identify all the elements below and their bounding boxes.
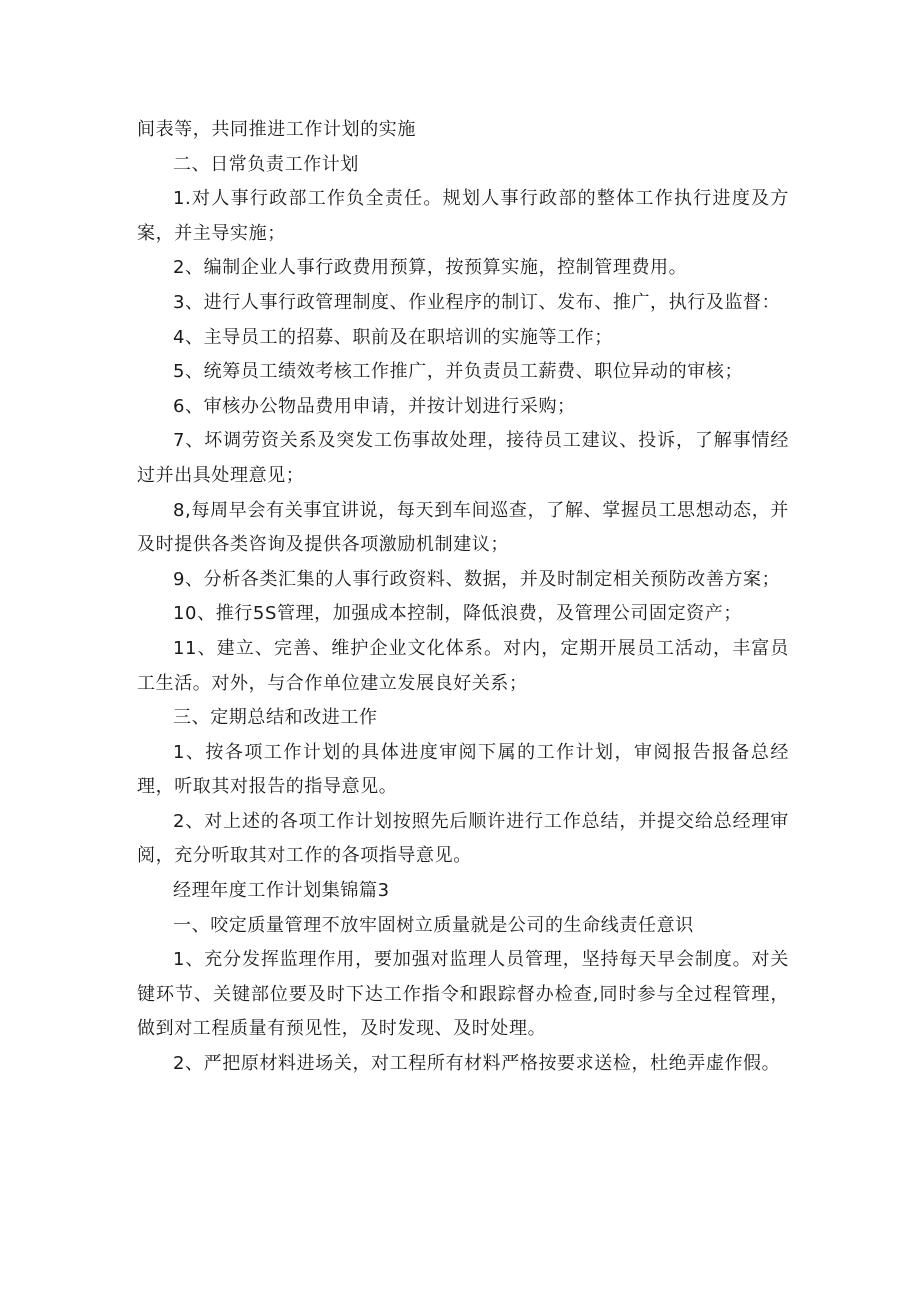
list-item-8: 8,每周早会有关事宜讲说，每天到车间巡查，了解、掌握员工思想动态，并及时提供各类咨询及提供各项激励机制建议； — [137, 499, 789, 556]
list-item-4: 4、主导员工的招募、职前及在职培训的实施等工作； — [173, 326, 613, 348]
list-item-3: 3、进行人事行政管理制度、作业程序的制订、发布、推广，执行及监督： — [173, 291, 781, 313]
list-item-5: 5、统筹员工绩效考核工作推广，并负责员工薪费、职位异动的审核； — [173, 361, 744, 383]
list-item-6: 6、审核办公物品费用申请，并按计划进行采购； — [173, 395, 576, 417]
review-item-2: 2、对上述的各项工作计划按照先后顺许进行工作总结，并提交给总经理审阅，充分听取其对工作的各项指导意见。 — [137, 810, 789, 867]
quality-item-1: 1、充分发挥监理作用，要加强对监理人员管理，坚持每天早会制度。对关键环节、关键部位要及时下达工作指令和跟踪督办检查,同时参与全过程管理，做到对工程质量有预见性，及时发现、及时处理。 — [137, 949, 789, 1040]
section-heading-quality: 一、咬定质量管理不放牢固树立质量就是公司的生命线责任意识 — [173, 914, 694, 936]
list-item-9: 9、分析各类汇集的人事行政资料、数据，并及时制定相关预防改善方案； — [173, 568, 781, 590]
list-item-7: 7、坏调劳资关系及突发工伤事故处理，接待员工建议、投诉，了解事情经过并出具处理意见； — [137, 430, 789, 486]
review-item-1: 1、按各项工作计划的具体进度审阅下属的工作计划，审阅报告报备总经理，听取其对报告的指导意见。 — [137, 741, 789, 798]
document-body — [137, 113, 789, 1082]
quality-item-2: 2、严把原材料进场关，对工程所有材料严格按要求送检，杜绝弄虚作假。 — [173, 1053, 781, 1075]
list-item-1: 1.对人事行政部工作负全责任。规划人事行政部的整体工作执行进度及方案，并主导实施； — [137, 188, 789, 244]
section-heading-review: 三、定期总结和改进工作 — [173, 707, 378, 729]
list-item-11: 11、建立、完善、维护企业文化体系。对内，定期开展员工活动，丰富员工生活。对外，与合作单位建立发展良好关系； — [137, 637, 789, 694]
section-heading-daily-duties: 二、日常负责工作计划 — [173, 153, 359, 175]
article-title: 经理年度工作计划集锦篇3 — [173, 880, 390, 902]
list-item-10: 10、推行5S管理，加强成本控制，降低浪费，及管理公司固定资产； — [173, 603, 742, 625]
paragraph-1: 间表等，共同推进工作计划的实施 — [137, 119, 416, 140]
list-item-2: 2、编制企业人事行政费用预算，按预算实施，控制管理费用。 — [173, 257, 688, 279]
